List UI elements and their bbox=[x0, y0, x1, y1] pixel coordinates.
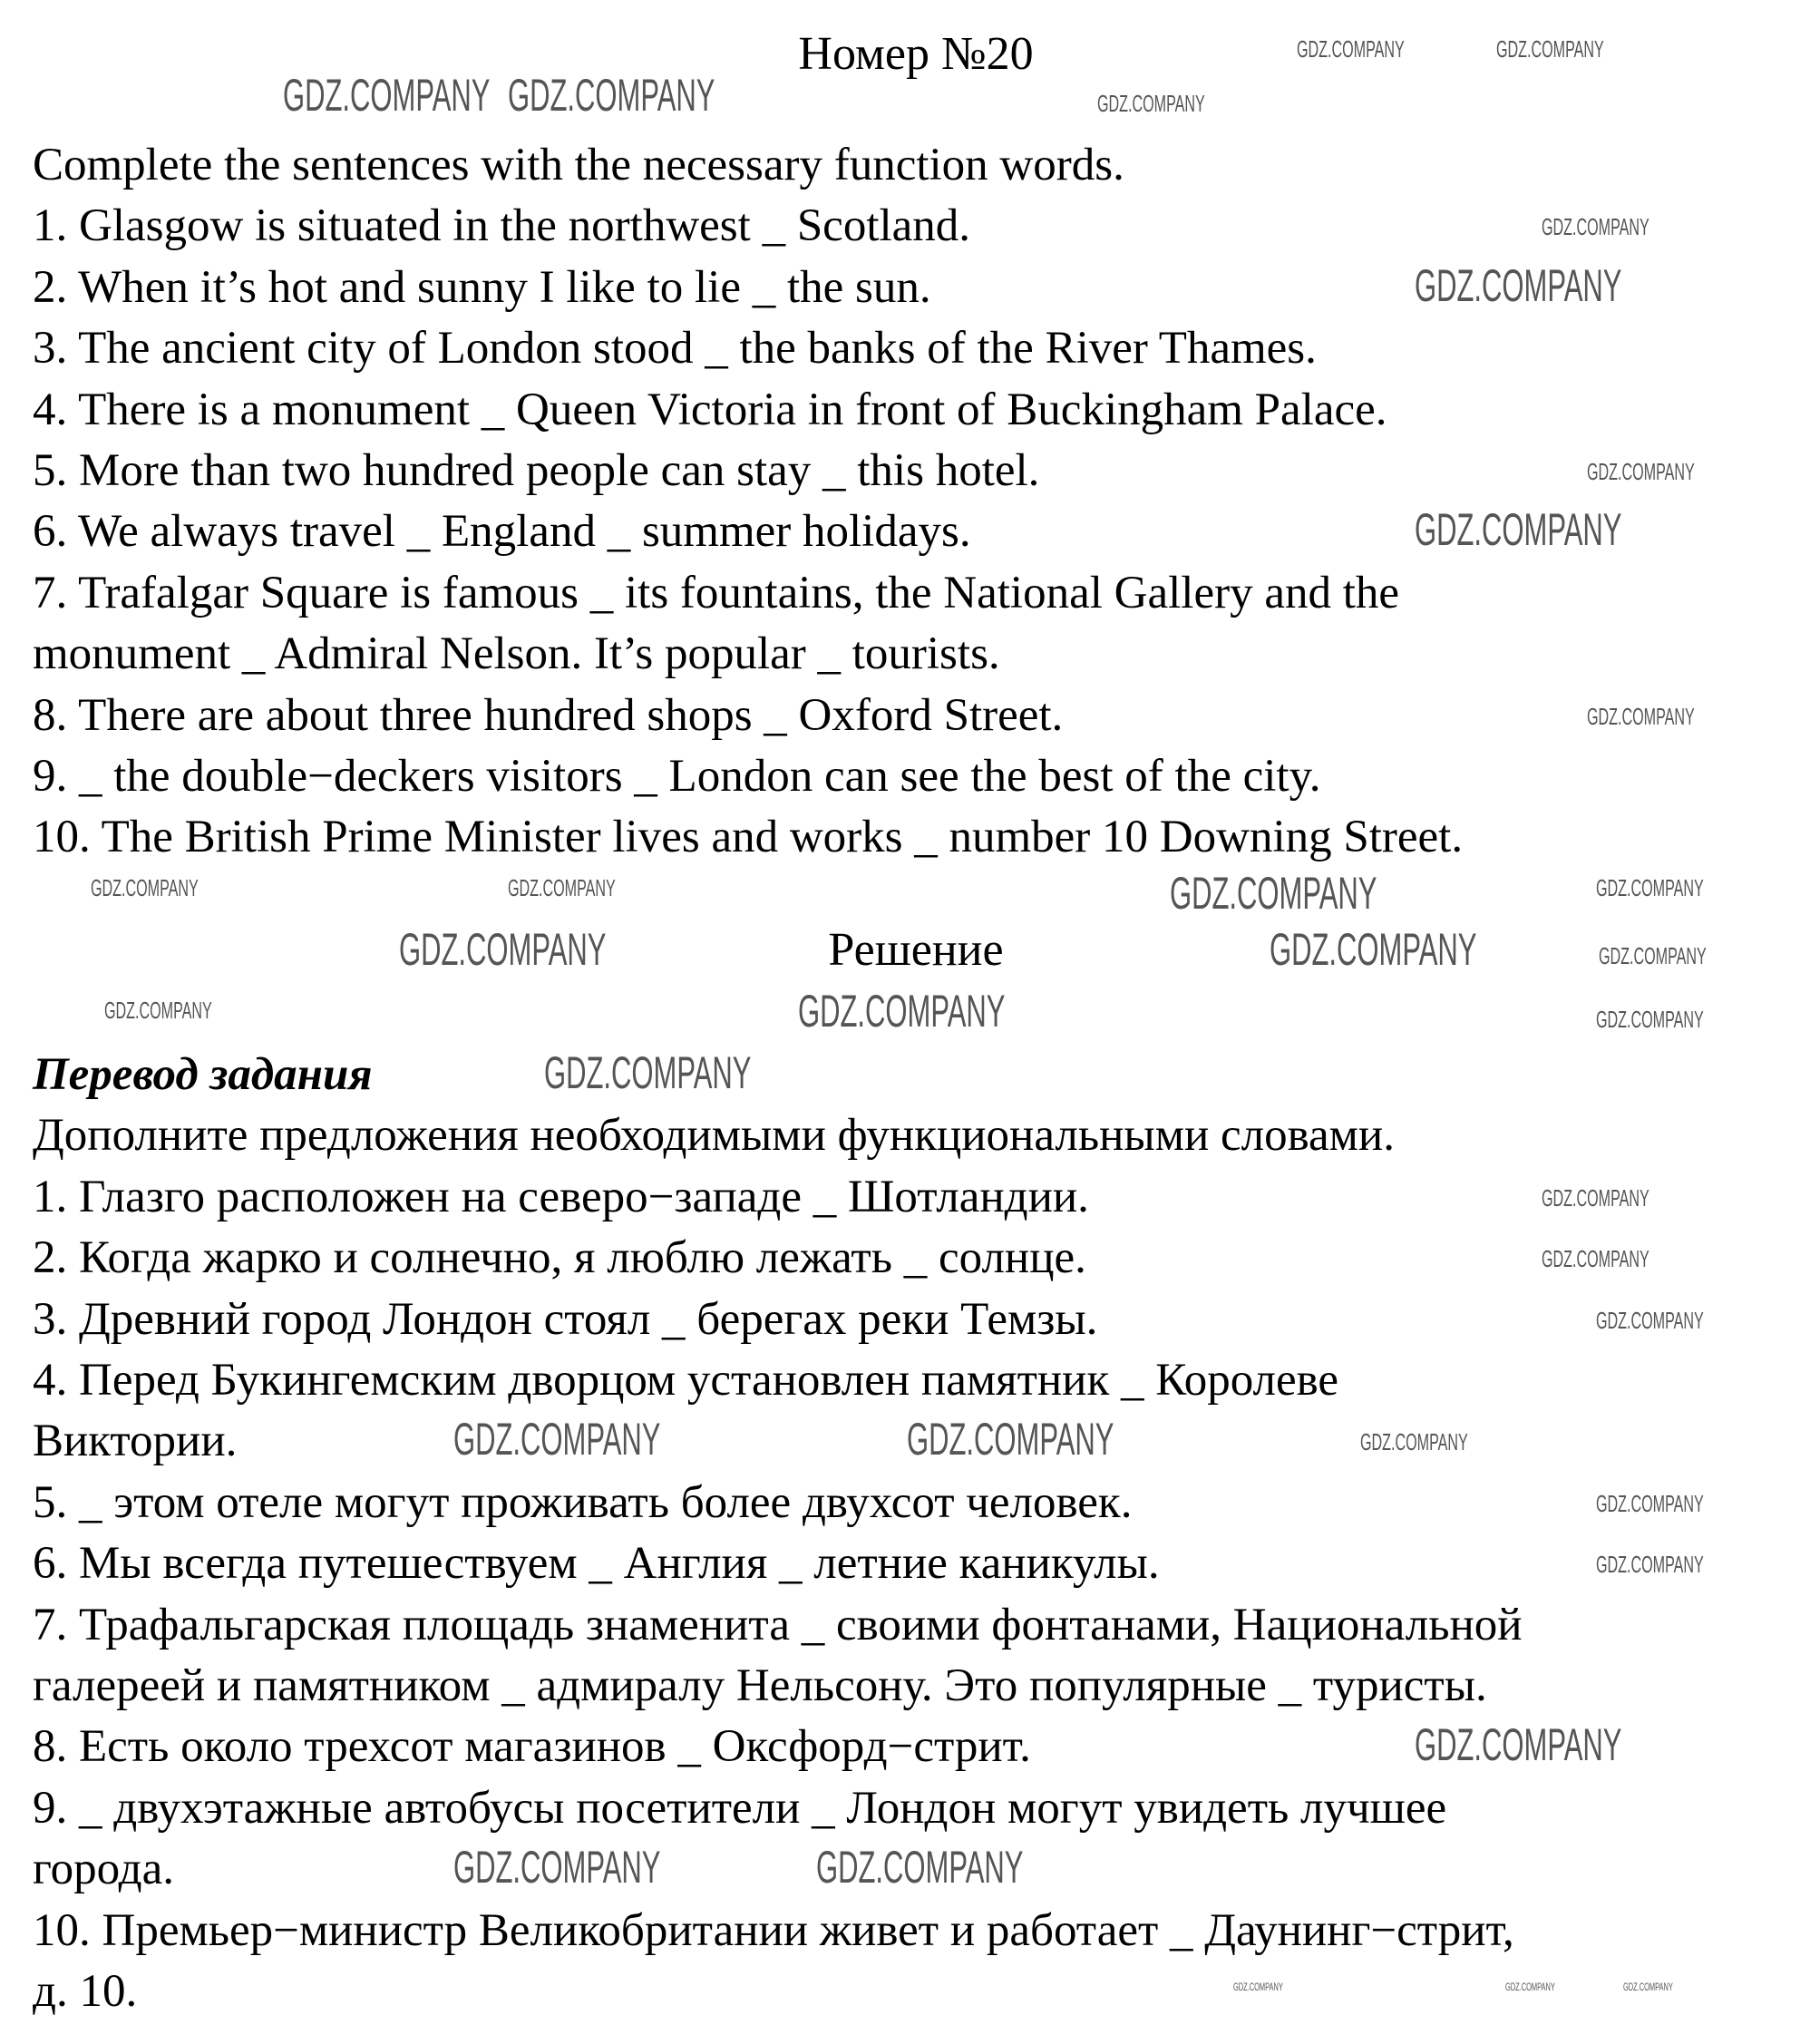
watermark: GDZ.COMPANY bbox=[907, 1414, 1114, 1465]
watermark: GDZ.COMPANY bbox=[1542, 1245, 1649, 1272]
watermark: GDZ.COMPANY bbox=[453, 1842, 661, 1893]
watermark: GDZ.COMPANY bbox=[1097, 90, 1205, 117]
watermark: GDZ.COMPANY bbox=[1596, 874, 1704, 901]
translation-line: 10. Премьер−министр Великобритании живет и работает _ Даунинг−стрит, bbox=[33, 1904, 1514, 1956]
translation-line: Виктории. bbox=[33, 1416, 238, 1467]
translation-instruction: Дополните предложения необходимыми функциональными словами. bbox=[33, 1110, 1395, 1162]
translation-heading: Перевод задания bbox=[33, 1049, 373, 1100]
watermark: GDZ.COMPANY bbox=[399, 924, 607, 975]
watermark: GDZ.COMPANY bbox=[544, 1047, 752, 1098]
watermark: GDZ.COMPANY bbox=[1415, 260, 1622, 311]
watermark: GDZ.COMPANY bbox=[104, 997, 212, 1024]
watermark: GDZ.COMPANY bbox=[91, 874, 199, 901]
task-line: 1. Glasgow is situated in the northwest _ Scotland. bbox=[33, 200, 971, 252]
watermark: GDZ.COMPANY bbox=[1599, 942, 1707, 969]
watermark: GDZ.COMPANY bbox=[1170, 868, 1377, 919]
translation-line: 9. _ двухэтажные автобусы посетители _ Лондон могут увидеть лучшее bbox=[33, 1782, 1447, 1834]
task-block bbox=[33, 135, 1801, 869]
watermark: GDZ.COMPANY bbox=[1596, 1490, 1704, 1517]
watermark: GDZ.COMPANY bbox=[1415, 1719, 1622, 1770]
watermark: GDZ.COMPANY bbox=[508, 70, 715, 121]
translation-line: 7. Трафальгарская площадь знаменита _ своими фонтанами, Национальной bbox=[33, 1599, 1523, 1650]
solution-title: Решение bbox=[828, 924, 1004, 976]
watermark: GDZ.COMPANY bbox=[1587, 703, 1695, 730]
task-line: 2. When it’s hot and sunny I like to lie _ the sun. bbox=[33, 261, 931, 313]
translation-line: 4. Перед Букингемским дворцом установлен памятник _ Королеве bbox=[33, 1355, 1339, 1406]
watermark: GDZ.COMPANY bbox=[1542, 213, 1649, 240]
translation-line: 8. Есть около трехсот магазинов _ Оксфорд−стрит. bbox=[33, 1721, 1031, 1773]
translation-line: 5. _ этом отеле могут проживать более двухсот человек. bbox=[33, 1476, 1133, 1528]
watermark: GDZ.COMPANY bbox=[1623, 1981, 1673, 1993]
watermark: GDZ.COMPANY bbox=[508, 874, 616, 901]
task-line: 7. Trafalgar Square is famous _ its fountains, the National Gallery and the bbox=[33, 567, 1400, 618]
task-line: monument _ Admiral Nelson. It’s popular _ tourists. bbox=[33, 628, 1000, 680]
watermark: GDZ.COMPANY bbox=[1360, 1428, 1468, 1455]
watermark: GDZ.COMPANY bbox=[816, 1842, 1024, 1893]
watermark: GDZ.COMPANY bbox=[1596, 1551, 1704, 1578]
translation-line: галереей и памятником _ адмиралу Нельсону. Это популярные _ туристы. bbox=[33, 1660, 1487, 1712]
translation-line: 1. Глазго расположен на северо−западе _ Шотландии. bbox=[33, 1171, 1089, 1222]
watermark: GDZ.COMPANY bbox=[1415, 504, 1622, 555]
task-line: 10. The British Prime Minister lives and works _ number 10 Downing Street. bbox=[33, 812, 1464, 863]
task-line: 4. There is a monument _ Queen Victoria in front of Buckingham Palace. bbox=[33, 384, 1387, 435]
watermark: GDZ.COMPANY bbox=[1542, 1184, 1649, 1212]
task-line: 6. We always travel _ England _ summer holidays. bbox=[33, 506, 971, 558]
translation-line: 3. Древний город Лондон стоял _ берегах реки Темзы. bbox=[33, 1293, 1098, 1345]
watermark: GDZ.COMPANY bbox=[1587, 458, 1695, 485]
watermark: GDZ.COMPANY bbox=[798, 986, 1006, 1037]
task-line: 5. More than two hundred people can stay _ this hotel. bbox=[33, 445, 1040, 497]
watermark: GDZ.COMPANY bbox=[283, 70, 491, 121]
watermark: GDZ.COMPANY bbox=[1297, 35, 1405, 63]
page-title: Номер №20 bbox=[798, 28, 1034, 80]
translation-line: 2. Когда жарко и солнечно, я люблю лежать _ солнце. bbox=[33, 1232, 1086, 1284]
watermark: GDZ.COMPANY bbox=[1233, 1981, 1283, 1993]
task-line: 9. _ the double−deckers visitors _ London can see the best of the city. bbox=[33, 751, 1321, 803]
translation-line: д. 10. bbox=[33, 1966, 138, 2018]
watermark: GDZ.COMPANY bbox=[1596, 1006, 1704, 1033]
translation-line: 6. Мы всегда путешествуем _ Англия _ летние каникулы. bbox=[33, 1538, 1160, 1590]
watermark: GDZ.COMPANY bbox=[1505, 1981, 1555, 1993]
watermark: GDZ.COMPANY bbox=[453, 1414, 661, 1465]
task-line: 8. There are about three hundred shops _ Oxford Street. bbox=[33, 689, 1064, 741]
watermark: GDZ.COMPANY bbox=[1596, 1307, 1704, 1334]
translation-line: города. bbox=[33, 1844, 175, 1895]
task-instruction: Complete the sentences with the necessary function words. bbox=[33, 140, 1124, 190]
watermark: GDZ.COMPANY bbox=[1270, 924, 1477, 975]
watermark: GDZ.COMPANY bbox=[1496, 35, 1604, 63]
task-line: 3. The ancient city of London stood _ the banks of the River Thames. bbox=[33, 323, 1317, 375]
